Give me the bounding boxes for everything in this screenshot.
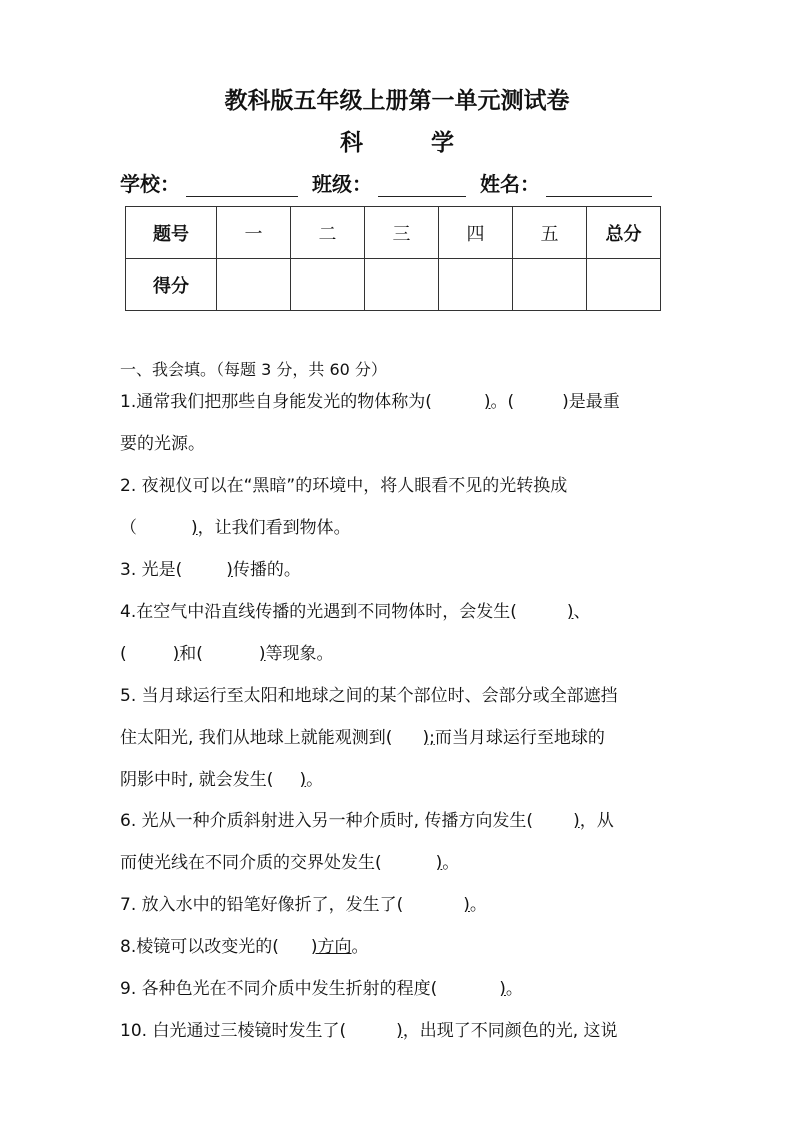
- question-text: 。(: [490, 392, 515, 412]
- answer-blank[interactable]: ): [463, 895, 470, 915]
- question-10: [120, 1010, 680, 1052]
- answer-blank[interactable]: ): [258, 644, 266, 664]
- answer-blank[interactable]: ): [483, 392, 491, 412]
- question-text: 6. 光从一种介质斜射进入另一种介质时, 传播方向发生(: [120, 811, 534, 831]
- question-text: 。: [306, 770, 324, 790]
- subject-title: 科 学: [339, 129, 484, 156]
- question-text: 。: [351, 937, 369, 957]
- table-cell: 总分: [587, 207, 661, 259]
- section-heading: 一、我会填。（每题 3 分，共 60 分）: [120, 360, 387, 379]
- question-text: 等现象。: [265, 644, 334, 664]
- table-cell: 一: [217, 207, 291, 259]
- question-text: 住太阳光, 我们从地球上就能观测到(: [120, 728, 393, 748]
- class-label: 班级：: [312, 172, 372, 196]
- question-text: （: [120, 518, 137, 538]
- question-text: 阴影中时, 就会发生(: [120, 770, 274, 790]
- question-text: 。: [505, 979, 523, 999]
- student-info-line: [120, 168, 666, 197]
- score-table-score-row: [126, 259, 661, 311]
- question-3: [120, 549, 680, 591]
- question-text: )是最重: [562, 392, 620, 412]
- question-text: 要的光源。: [120, 434, 205, 454]
- answer-blank[interactable]: )方向: [310, 937, 352, 957]
- score-cell[interactable]: [217, 259, 291, 311]
- table-cell: 三: [365, 207, 439, 259]
- class-field[interactable]: [378, 174, 466, 197]
- answer-blank[interactable]: ): [573, 811, 580, 831]
- score-cell[interactable]: [439, 259, 513, 311]
- question-9: [120, 968, 680, 1010]
- answer-blank[interactable]: ): [172, 644, 180, 664]
- question-8: [120, 926, 680, 968]
- question-text: ，让我们看到物体。: [197, 518, 351, 538]
- page-title: 教科版五年级上册第一单元测试卷: [224, 87, 570, 114]
- question-text: 。: [442, 853, 460, 873]
- question-text: 和(: [179, 644, 203, 664]
- table-cell: 得分: [126, 259, 217, 311]
- question-text: ，从: [579, 811, 614, 831]
- question-text: 10. 白光通过三棱镜时发生了(: [120, 1021, 347, 1041]
- answer-blank[interactable]: );: [422, 728, 435, 748]
- question-text: 8.棱镜可以改变光的(: [120, 937, 279, 957]
- question-text: ，出现了不同颜色的光, 这说: [402, 1021, 618, 1041]
- question-text: 3. 光是(: [120, 560, 183, 580]
- answer-blank[interactable]: ): [191, 518, 198, 538]
- question-text: 4.在空气中沿直线传播的光遇到不同物体时，会发生(: [120, 602, 517, 622]
- question-5: [120, 675, 680, 801]
- question-text: 而当月球运行至地球的: [434, 728, 605, 748]
- answer-blank[interactable]: ): [566, 602, 574, 622]
- score-cell[interactable]: [587, 259, 661, 311]
- school-field[interactable]: [186, 174, 298, 197]
- score-table-header-row: [126, 207, 661, 259]
- table-cell: 四: [439, 207, 513, 259]
- name-label: 姓名：: [480, 172, 540, 196]
- question-text: 。: [469, 895, 487, 915]
- answer-blank[interactable]: ): [435, 853, 443, 873]
- answer-blank[interactable]: ): [499, 979, 506, 999]
- question-text: 7. 放入水中的铅笔好像折了，发生了(: [120, 895, 404, 915]
- score-table: [125, 206, 661, 311]
- question-text: 而使光线在不同介质的交界处发生(: [120, 853, 382, 873]
- answer-blank[interactable]: ): [396, 1021, 403, 1041]
- answer-blank[interactable]: ): [299, 770, 307, 790]
- score-cell[interactable]: [365, 259, 439, 311]
- score-cell[interactable]: [513, 259, 587, 311]
- question-text: 传播的。: [232, 560, 301, 580]
- question-7: [120, 884, 680, 926]
- table-cell: 二: [291, 207, 365, 259]
- score-cell[interactable]: [291, 259, 365, 311]
- question-2: [120, 465, 680, 549]
- school-label: 学校：: [120, 172, 180, 196]
- question-text: 、: [573, 602, 591, 622]
- name-field[interactable]: [546, 174, 652, 197]
- question-text: 1.通常我们把那些自身能发光的物体称为(: [120, 392, 432, 412]
- answer-blank[interactable]: ): [226, 560, 233, 580]
- question-text: 9. 各种色光在不同介质中发生折射的程度(: [120, 979, 438, 999]
- question-6: [120, 800, 680, 884]
- question-text: 5. 当月球运行至太阳和地球之间的某个部位时、会部分或全部遮挡: [120, 686, 618, 706]
- question-text: 2. 夜视仪可以在“黑暗”的环境中，将人眼看不见的光转换成: [120, 476, 568, 496]
- question-text: (: [120, 644, 127, 664]
- question-4: [120, 591, 680, 675]
- table-cell: 五: [513, 207, 587, 259]
- question-1: [120, 381, 680, 465]
- table-cell: 题号: [126, 207, 217, 259]
